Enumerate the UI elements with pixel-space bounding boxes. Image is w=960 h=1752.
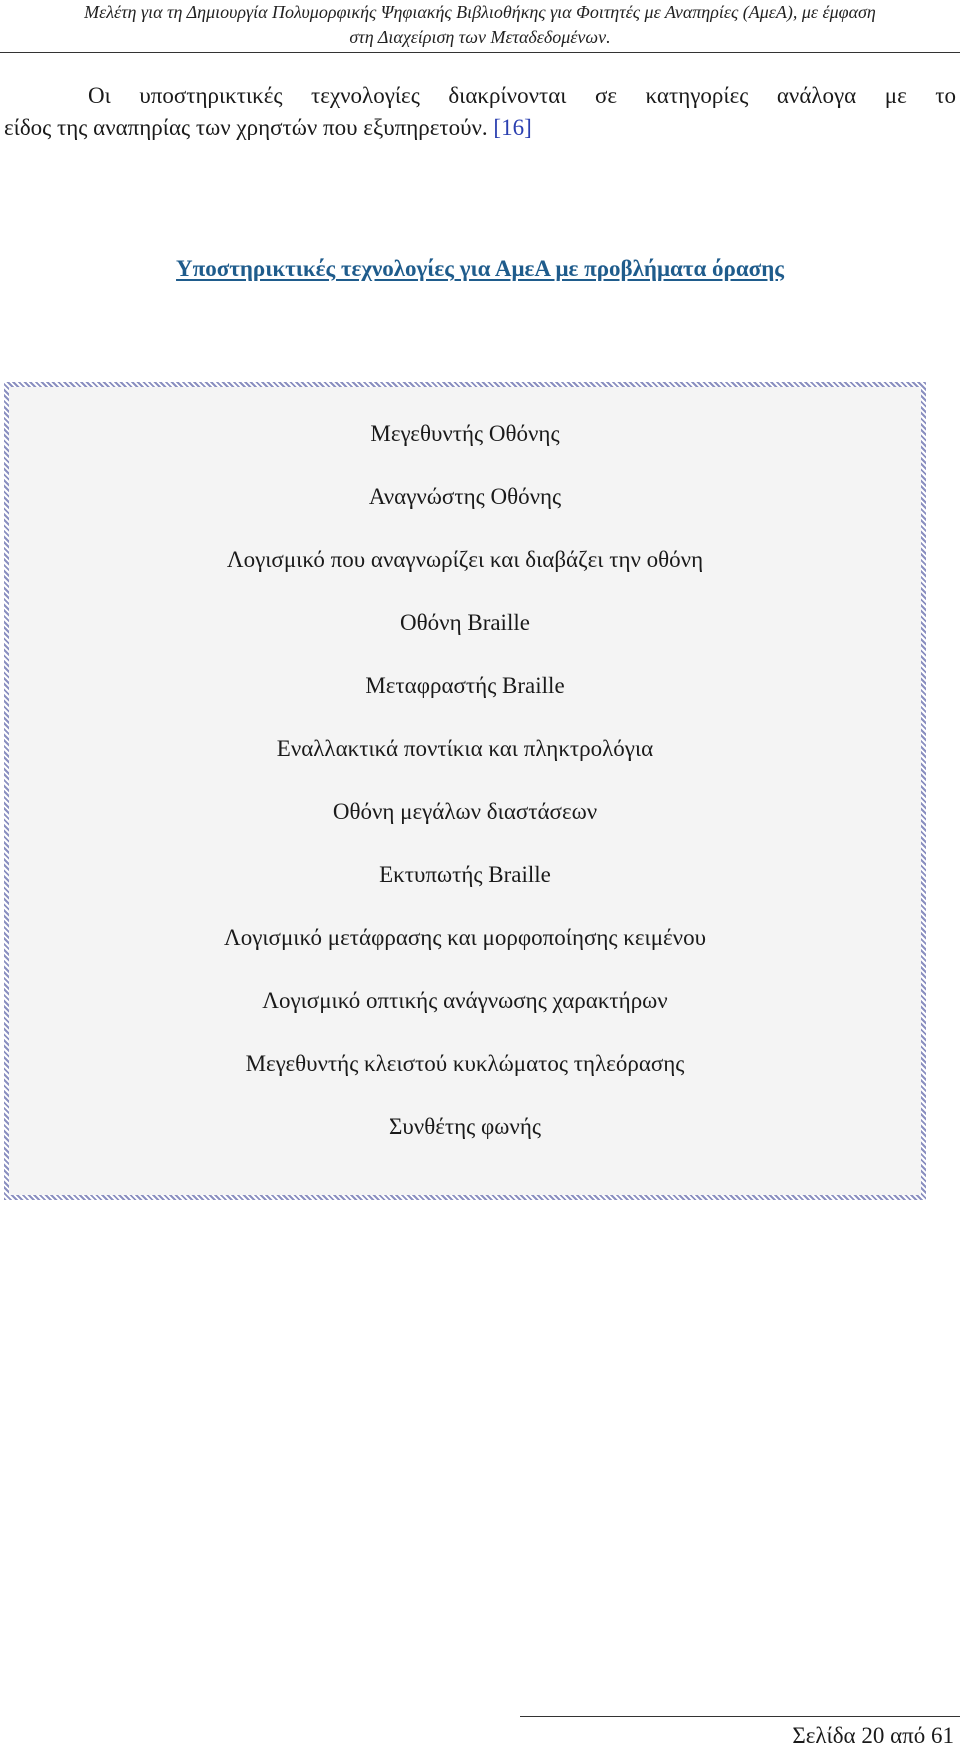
intro-paragraph (4, 80, 956, 144)
page-number: Σελίδα 20 από 61 (792, 1723, 954, 1748)
citation-link[interactable]: [16] (493, 115, 532, 140)
intro-line-2-text: είδος της αναπηρίας των χρηστών που εξυπηρετούν. (4, 115, 488, 140)
list-item: Εναλλακτικά ποντίκια και πληκτρολόγια (276, 736, 654, 761)
intro-line-1: Οι υποστηρικτικές τεχνολογίες διακρίνονται σε κατηγορίες ανάλογα με το (88, 83, 956, 108)
list-item: Λογισμικό μετάφρασης και μορφοποίησης κειμένου (224, 925, 706, 950)
list-item: Εκτυπωτής Braille (379, 862, 551, 887)
technologies-list (9, 421, 921, 1177)
header-divider (0, 52, 960, 53)
list-item: Λογισμικό οπτικής ανάγνωσης χαρακτήρων (262, 988, 668, 1013)
list-item: Μεταφραστής Braille (365, 673, 565, 698)
list-item: Οθόνη μεγάλων διαστάσεων (332, 799, 598, 824)
list-item: Συνθέτης φωνής (389, 1114, 541, 1139)
list-item: Μεγεθυντής κλειστού κυκλώματος τηλεόρασης (245, 1051, 685, 1076)
intro-line-2 (4, 112, 956, 144)
running-header (0, 0, 960, 50)
technologies-box (4, 382, 926, 1200)
list-item: Οθόνη Braille (400, 610, 530, 635)
running-header-line-2: στη Διαχείριση των Μεταδεδομένων. (349, 27, 611, 47)
list-item: Μεγεθυντής Οθόνης (370, 421, 560, 446)
running-header-line-1: Μελέτη για τη Δημιουργία Πολυμορφικής Ψηφιακής Βιβλιοθήκης για Φοιτητές με Αναπηρίες (ΑμεΑ), με έμφαση (84, 2, 876, 22)
list-item: Λογισμικό που αναγνωρίζει και διαβάζει την οθόνη (226, 547, 704, 572)
footer-divider (520, 1716, 960, 1717)
section-heading: Υποστηρικτικές τεχνολογίες για ΑμεΑ με προβλήματα όρασης (176, 256, 784, 281)
list-item: Αναγνώστης Οθόνης (368, 484, 562, 509)
